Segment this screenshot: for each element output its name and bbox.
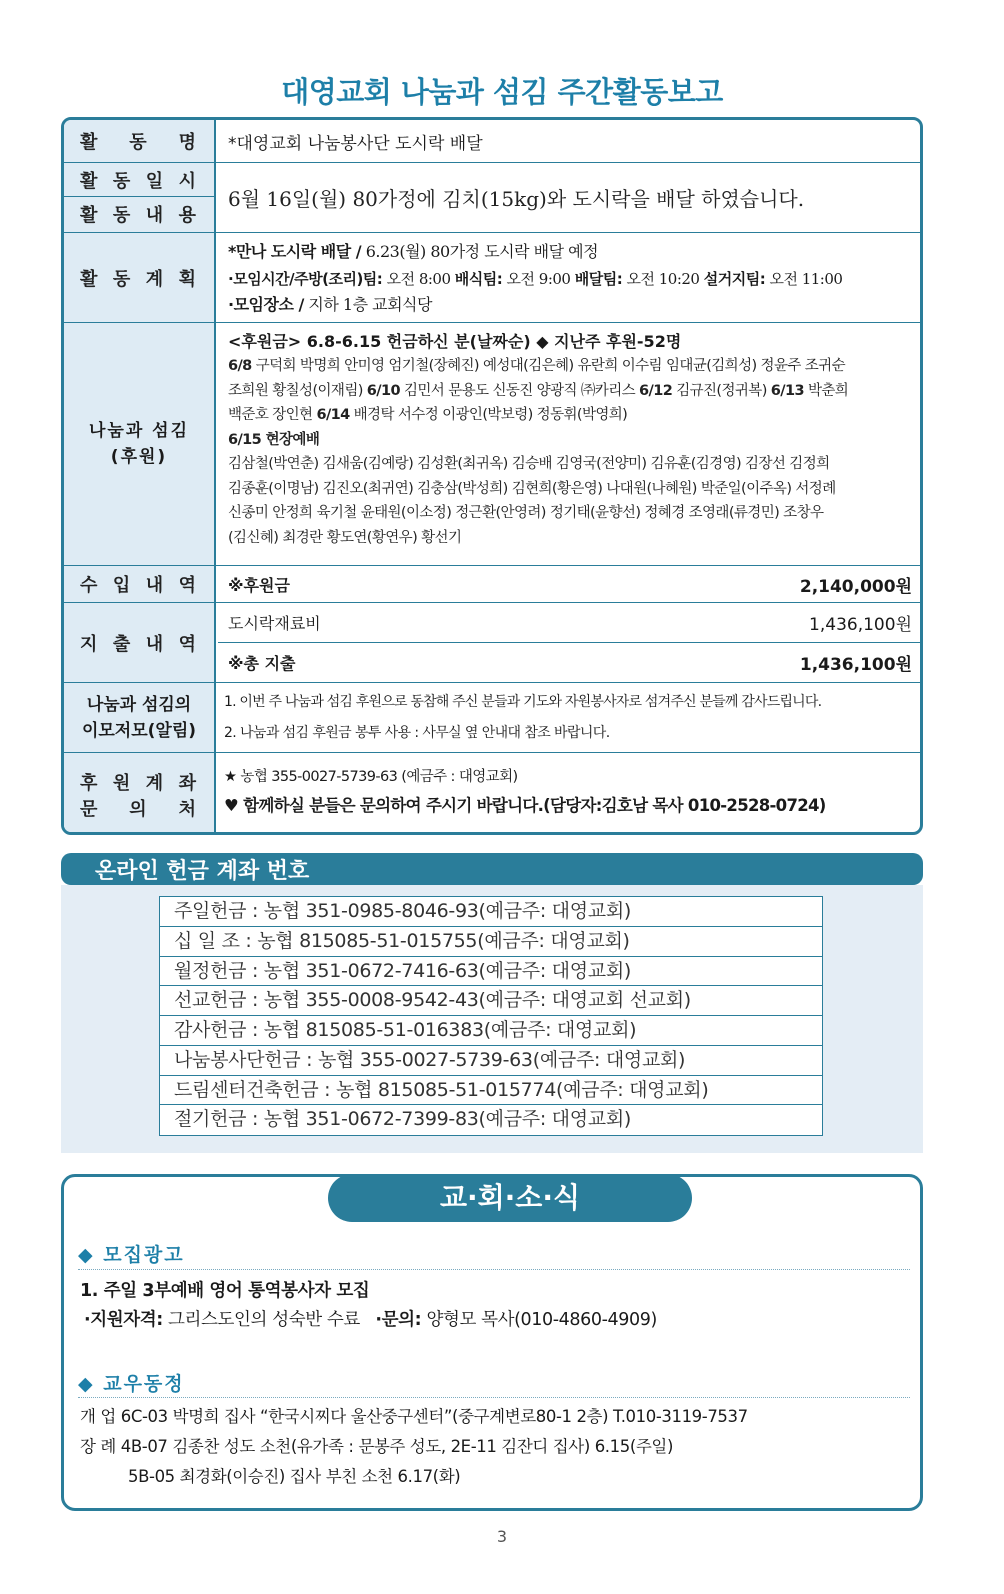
label-activity-name: 활 동 명 xyxy=(64,120,216,162)
divider xyxy=(78,1269,910,1270)
member-news-funeral: 장 례 4B-07 김종찬 성도 소천(유가족 : 문봉주 성도, 2E-11 김잔디 집사) 6.15(주일) xyxy=(80,1437,674,1456)
church-news-box xyxy=(61,1174,923,1511)
sponsor-account: ★ 농협 355-0027-5739-63 (예금주 : 대영교회) xyxy=(224,769,518,785)
expense-amount: 1,436,100원 xyxy=(809,615,912,635)
inquiry-text: ♥ 함께하실 분들은 문의하여 주시기 바랍니다.(담당자:김호남 목사 010-2528-0724) xyxy=(224,796,826,815)
sponsor-line: (김신혜) 최경란 황도연(황연우) 황선기 xyxy=(228,529,462,546)
account-row: 주일헌금 : 농협 351-0985-8046-93(예금주: 대영교회) xyxy=(160,897,822,927)
label-expense: 지 출 내 역 xyxy=(64,603,216,682)
row-income xyxy=(64,566,920,603)
row-activity-plan xyxy=(64,233,920,323)
online-accounts-table xyxy=(159,896,823,1136)
plan-line-2: ·모임시간/주방(조리)팀: 오전 8:00 배식팀: 오전 9:00 배달팀: 오전 10:20 설거지팀: 오전 11:00 xyxy=(228,269,843,288)
church-news-title: 교·회·소·식 xyxy=(328,1174,692,1222)
sponsor-line: 6/15 현장예배 xyxy=(228,431,320,448)
row-activity-name xyxy=(64,120,920,163)
divider xyxy=(78,1397,910,1398)
label-contact xyxy=(64,753,216,835)
members-heading: ◆ 교우동정 xyxy=(78,1373,185,1395)
sponsor-header: <후원금> 6.8-6.15 헌금하신 분(날짜순) ◆ 지난주 후원-52명 xyxy=(228,332,682,351)
activity-report-table xyxy=(61,117,923,835)
expense-total-amount: 1,436,100원 xyxy=(799,655,912,675)
expense-item: 도시락재료비 xyxy=(228,614,321,633)
sponsor-line: 김삼철(박연춘) 김새움(김예랑) 김성환(최귀옥) 김승배 김영국(전양미) 김유훈(김경영) 김장선 김정희 xyxy=(228,456,830,472)
label-income: 수 입 내 역 xyxy=(64,566,216,602)
income-amount: 2,140,000원 xyxy=(799,576,912,597)
page-title: 대영교회 나눔과 섬김 주간활동보고 xyxy=(281,75,723,109)
recruit-heading: ◆ 모집광고 xyxy=(78,1244,185,1266)
activity-name-value: *대영교회 나눔봉사단 도시락 배달 xyxy=(228,133,483,154)
row-contact xyxy=(64,753,920,835)
plan-line-3: ·모임장소 / 지하 1층 교회식당 xyxy=(228,295,432,314)
label-notice: 나눔과 섬김의 이모저모(알림) xyxy=(64,683,216,752)
account-row: 나눔봉사단헌금 : 농협 355-0027-5739-63(예금주: 대영교회) xyxy=(160,1046,822,1076)
sponsor-line: 김종훈(이명남) 김진오(최귀연) 김충삼(박성희) 김현희(황은영) 나대원(나혜원) 박준일(이주옥) 서정례 xyxy=(228,480,836,497)
sponsor-line: 신종미 안정희 육기철 윤태원(이소정) 정근환(안영려) 정기태(윤향선) 정혜경 조영래(류경민) 조창우 xyxy=(228,505,824,521)
income-item: ※후원금 xyxy=(228,575,290,595)
activity-date-content-value: 6월 16일(월) 80가정에 김치(15kg)와 도시락을 배달 하였습니다. xyxy=(228,187,805,211)
plan-line-1: *만나 도시락 배달 / 6.23(월) 80가정 도시락 배달 예정 xyxy=(228,242,599,261)
online-accounts-title: 온라인 헌금 계좌 번호 xyxy=(95,859,310,884)
recruit-title: 1. 주일 3부예배 영어 통역봉사자 모집 xyxy=(80,1281,370,1301)
label-activity-plan: 활 동 계 획 xyxy=(64,233,216,322)
account-row: 월정헌금 : 농협 351-0672-7416-63(예금주: 대영교회) xyxy=(160,957,822,987)
account-row: 감사헌금 : 농협 815085-51-016383(예금주: 대영교회) xyxy=(160,1016,822,1046)
label-inquiry: 문 의 처 xyxy=(80,799,196,820)
row-expense xyxy=(64,603,920,683)
label-sponsor: 나눔과 섬김 (후원) xyxy=(64,323,216,565)
expense-row xyxy=(218,603,920,643)
notice-line-1: 1. 이번 주 나눔과 섬김 후원으로 동참해 주신 분들과 기도와 자원봉사자로 섬겨주신 분들께 감사드립니다. xyxy=(224,694,822,710)
account-row: 십 일 조 : 농협 815085-51-015755(예금주: 대영교회) xyxy=(160,927,822,957)
account-row: 드림센터건축헌금 : 농협 815085-51-015774(예금주: 대영교회) xyxy=(160,1076,822,1106)
member-news-opening: 개 업 6C-03 박명희 집사 “한국시찌다 울산중구센터”(중구계변로80-1 2층) T.010-3119-7537 xyxy=(80,1407,748,1426)
account-row: 절기헌금 : 농협 351-0672-7399-83(예금주: 대영교회) xyxy=(174,1108,632,1131)
sponsor-line: 조희원 황칠성(이재림) 6/10 김민서 문용도 신동진 양광직 ㈜카리스 6/12 김규진(정귀복) 6/13 박춘희 xyxy=(228,382,849,399)
account-row: 선교헌금 : 농협 355-0008-9542-43(예금주: 대영교회 선교회) xyxy=(160,986,822,1016)
label-sponsor-account: 후 원 계 좌 xyxy=(80,773,196,794)
row-activity-date-content xyxy=(64,163,920,233)
label-activity-date-content xyxy=(64,163,216,232)
page-number: 3 xyxy=(496,1527,508,1546)
row-sponsor xyxy=(64,323,920,566)
recruit-detail: ·지원자격: 그리스도인의 성숙반 수료 ·문의: 양형모 목사(010-4860-4909) xyxy=(84,1310,657,1330)
row-notice xyxy=(64,683,920,753)
sponsor-line: 6/8 구덕회 박명희 안미영 엄기철(장혜진) 예성대(김은혜) 유란희 이수림 임대균(김희성) 정윤주 조귀순 xyxy=(228,358,845,374)
expense-total-item: ※총 지출 xyxy=(228,654,296,673)
sponsor-line: 백준호 장인현 6/14 배경탁 서수정 이광인(박보령) 정동휘(박영희) xyxy=(228,407,628,423)
member-news-funeral-2: 5B-05 최경화(이승진) 집사 부친 소천 6.17(화) xyxy=(128,1467,461,1486)
expense-total-row xyxy=(218,643,920,682)
label-activity-date: 활 동 일 시 xyxy=(64,163,214,197)
online-accounts-header xyxy=(61,853,923,885)
label-activity-content: 활 동 내 용 xyxy=(80,205,196,226)
notice-line-2: 2. 나눔과 섬김 후원금 봉투 사용 : 사무실 옆 안내대 참조 바랍니다. xyxy=(224,725,610,741)
